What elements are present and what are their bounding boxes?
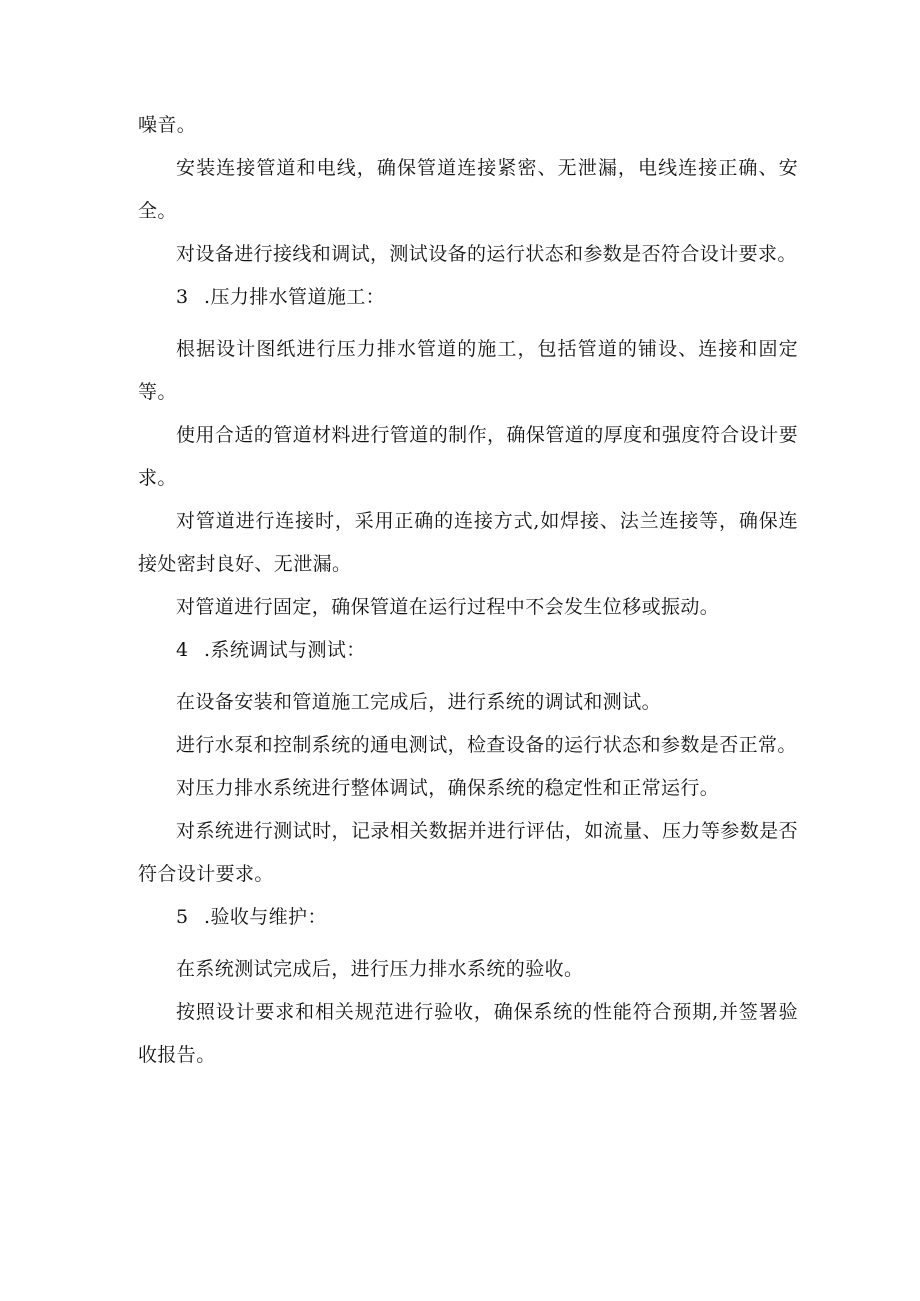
paragraph: 对管道进行连接时，采用正确的连接方式,如焊接、法兰连接等，确保连接处密封良好、无泄漏。 [138,510,798,575]
section-heading-5 [138,896,798,939]
paragraph: 安装连接管道和电线，确保管道连接紧密、无泄漏，电线连接正确、安全。 [138,157,798,222]
section-title: .系统调试与测试： [204,639,366,661]
paragraph-continuation: 噪音。 [138,114,197,136]
section-heading-3 [138,276,798,319]
paragraph: 在设备安装和管道施工完成后，进行系统的调试和测试。 [176,691,662,713]
paragraph: 对压力排水系统进行整体调试，确保系统的稳定性和正常运行。 [176,777,720,799]
section-heading-4 [138,629,798,672]
paragraph: 对设备进行接线和调试，测试设备的运行状态和参数是否符合设计要求。 [176,243,797,265]
section-title: .验收与维护： [204,906,327,928]
document-body [138,104,798,1077]
paragraph: 使用合适的管道材料进行管道的制作，确保管道的厚度和强度符合设计要求。 [138,424,798,489]
section-number: 3 [176,286,189,308]
paragraph: 根据设计图纸进行压力排水管道的施工，包括管道的铺设、连接和固定等。 [138,338,798,403]
paragraph: 按照设计要求和相关规范进行验收，确保系统的性能符合预期,并签署验收报告。 [138,1001,798,1066]
paragraph: 在系统测试完成后，进行压力排水系统的验收。 [176,958,584,980]
paragraph: 对管道进行固定，确保管道在运行过程中不会发生位移或振动。 [176,596,720,618]
section-number: 5 [176,906,189,928]
paragraph: 进行水泵和控制系统的通电测试，检查设备的运行状态和参数是否正常。 [176,734,797,756]
section-number: 4 [176,639,189,661]
section-title: .压力排水管道施工： [204,286,386,308]
paragraph: 对系统进行测试时，记录相关数据并进行评估，如流量、压力等参数是否符合设计要求。 [138,820,798,885]
